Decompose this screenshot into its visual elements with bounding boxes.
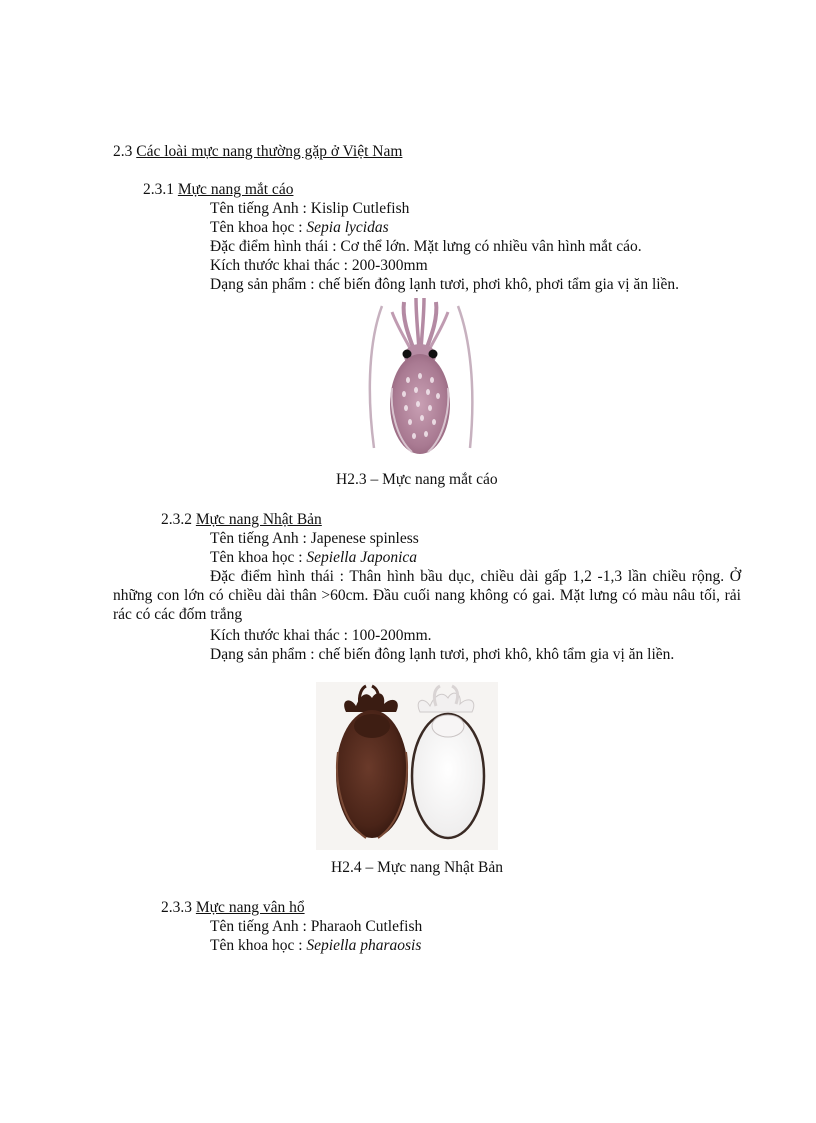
- scientific-name-label: Tên khoa học :: [210, 937, 307, 954]
- section-number: 2.3: [113, 143, 133, 160]
- scientific-name-label: Tên khoa học :: [210, 219, 307, 236]
- subsection-heading-1: [143, 180, 293, 199]
- subsection-heading-3: [161, 898, 305, 917]
- cuttlefish-image-kislip: [352, 298, 488, 464]
- scientific-name-line: [210, 936, 421, 955]
- figure-caption-h2-3: H2.3 – Mực nang mắt cáo: [336, 471, 498, 488]
- morphology-line: Đặc điểm hình thái : Cơ thể lớn. Mặt lưng có nhiều vân hình mắt cáo.: [210, 238, 642, 255]
- products-line: Dạng sản phẩm : chế biến đông lạnh tươi, phơi khô, khô tẩm gia vị ăn liền.: [210, 646, 675, 663]
- english-name-label: Tên tiếng Anh :: [210, 530, 311, 547]
- scientific-name-value: Sepiella Japonica: [306, 549, 418, 566]
- section-heading: [113, 142, 402, 161]
- scientific-name-value: Sepiella pharaosis: [306, 937, 422, 954]
- size-line: Kích thước khai thác : 100-200mm.: [210, 627, 432, 644]
- subsection-number: 2.3.3: [161, 899, 192, 916]
- english-name-value: Japenese spinless: [310, 530, 419, 547]
- size-line: Kích thước khai thác : 200-300mm: [210, 257, 428, 274]
- english-name-value: Kislip Cutlefish: [310, 200, 410, 217]
- morphology-paragraph: Đặc điểm hình thái : Thân hình bầu dục, chiều dài gấp 1,2 -1,3 lần chiều rộng. Ở những con lớn có chiều dài thân >60cm. Đầu cuối nang không có gai. Mặt lưng có màu nâu tối, rải rác có các đốm trắng: [113, 568, 741, 623]
- english-name-line: [210, 917, 422, 936]
- products-line: Dạng sản phẩm : chế biến đông lạnh tươi, phơi khô, phơi tẩm gia vị ăn liền.: [210, 276, 680, 293]
- english-name-line: [210, 199, 409, 218]
- subsection-title: Mực nang vân hổ: [195, 899, 305, 916]
- subsection-heading-2: [161, 510, 322, 529]
- english-name-line: [210, 529, 419, 548]
- subsection-title: Mực nang Nhật Bản: [195, 511, 322, 528]
- english-name-value: Pharaoh Cutlefish: [310, 918, 423, 935]
- subsection-number: 2.3.1: [143, 181, 174, 198]
- scientific-name-line: [210, 548, 417, 567]
- subsection-number: 2.3.2: [161, 511, 192, 528]
- english-name-label: Tên tiếng Anh :: [210, 918, 311, 935]
- subsection-title: Mực nang mắt cáo: [177, 181, 294, 198]
- scientific-name-label: Tên khoa học :: [210, 549, 307, 566]
- cuttlefish-image-japanese: [316, 682, 498, 850]
- scientific-name-line: [210, 218, 389, 237]
- english-name-label: Tên tiếng Anh :: [210, 200, 311, 217]
- section-title: Các loài mực nang thường gặp ở Việt Nam: [136, 143, 403, 160]
- figure-caption-h2-4: H2.4 – Mực nang Nhật Bản: [331, 859, 503, 876]
- scientific-name-value: Sepia lycidas: [306, 219, 389, 236]
